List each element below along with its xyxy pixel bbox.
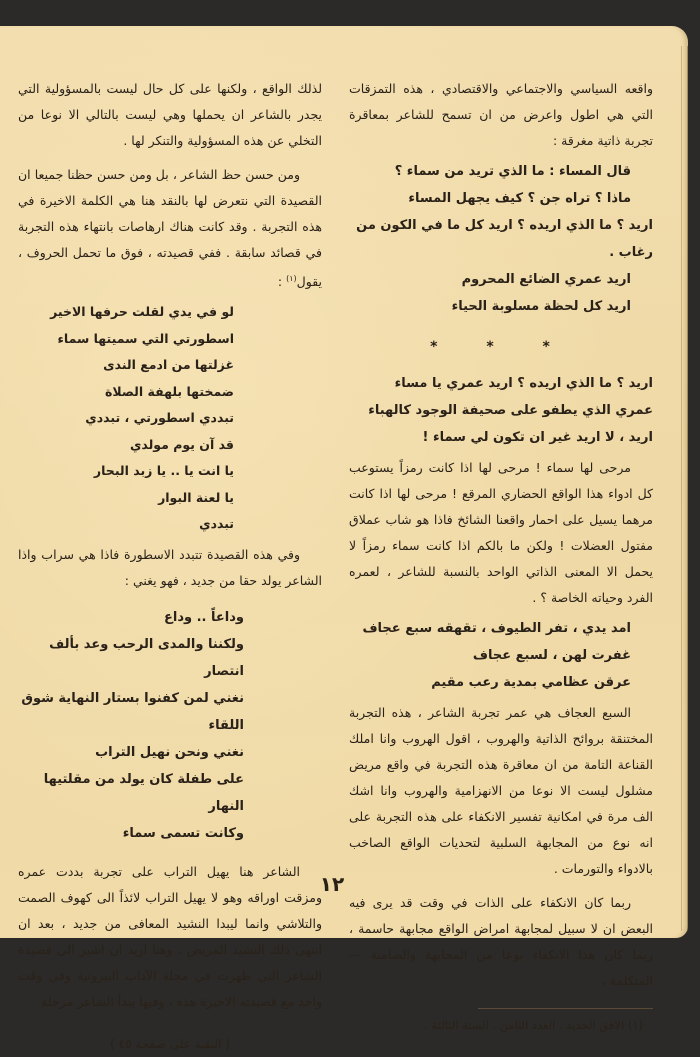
verse-line: ضمختها بلهفة الصلاة [104,383,234,399]
verse-line: قد آن يوم مولدي [129,436,234,452]
verse-line: اريد ، لا اريد غير ان تكون لي سماء ! [422,430,653,445]
verse-line: يا انت يا .. يا زبد البحار [93,463,234,479]
body-paragraph: الشاعر هنا يهيل التراب على تجربة بددت عمره ومزقت اوراقه وهو لا يهيل التراب لائذاً الى كهوف الصمت والتلاشي وانما ليبدا النشيد المعافى من جديد ، بعد ان انتهى ذلك النشيد المريض ، وهنا اريد ان اشير الى قصيدة الشاعر التي ظهرت في مجلة الآداب البيروتية وفي وقت واحد مع قصيدته الاخيرة هذه ، وفيها يبدأ الشاعر مرحلة [18,863,322,1009]
verse-line: اريد عمري الضائع المحروم [461,272,631,287]
footnote-reference[interactable]: (١) [286,274,297,283]
body-paragraph: مرحى لها سماء ! مرحى لها اذا كانت رمزاً يستوعب كل ادواء هذا الواقع الحضاري المرقع ! مرحى لها اذا كانت مرهما يسيل على احمار واقعنا الشائخ فاذا هو شاب عملاق مفتول العضلات ! ولكن ما بالكم اذا كانت سماء رمزاً لا يحمل الا المعنى الذاتي الواحد بالنسبة للشاعر ، لعمره الفرد وحياته الخاصة ؟ . [349,460,653,605]
verse-line: وكانت تسمى سماء [122,825,244,841]
verse-block-2 [349,370,653,451]
page-edge [681,46,688,931]
verse-line: وداعاً .. وداع [164,609,244,625]
section-divider-stars: * * * [430,339,572,355]
footnote-divider [478,1008,653,1009]
continued-note: ( البقية على صفحة ٤٥ ) [110,1036,230,1051]
verse-line: امد يدي ، تفر الطيوف ، تقهقه سبع عجاف [362,621,631,636]
verse-line: نغني ونحن نهيل التراب [95,744,244,760]
verse-line: غفرت لهن ، لسبع عجاف [472,648,631,663]
verse-line: قال المساء : ما الذي تريد من سماء ؟ [394,164,631,179]
verse-line: غزلتها من ادمع الندى [103,357,234,373]
magazine-page [0,26,688,1051]
verse-line: اريد ؟ ما الذي اريده ؟ اريد عمري يا مساء [394,376,653,391]
verse-line: تبددي اسطورتي ، تبددي [85,410,234,426]
verse-block-1 [349,158,653,320]
verse-line: اسطورتي التي سميتها سماء [57,330,234,346]
verse-block-left-1 [18,299,322,538]
footnote: (١) الافق الجديد . العدد الثامن . السنة الثالثة . [424,1018,643,1032]
body-paragraph [18,162,322,295]
verse-block-left-2 [18,604,322,847]
verse-line: تبددي [199,516,234,532]
verse-line: اريد كل لحظة مسلوبة الحياء [451,299,631,314]
paragraph-colon: : [277,274,287,290]
paragraph-text: ومن حسن حظ الشاعر ، بل ومن حسن حظنا جميعا ان القصيدة التي نتعرض لها بالنقد هنا هي الكلمة الاخيرة في هذه التجربة . وقد كانت هناك ارهاصات بانتهاء هذه التجربة في قصائد سابقة . ففي قصيدته ، فوق ما تحمل الحروف ، يقول [18,167,322,290]
verse-block-3 [349,615,653,696]
body-paragraph: السبع العجاف هي عمر تجربة الشاعر ، هذه التجربة المختنقة بروائح الذاتية والهروب ، اقول الهروب وانا املك القناعة التامة من ان معاقرة هذه التجربة في واقع مريض مشلول ليست الا نوعا من الانهزامية والهروب وانا اشك الف مرة في امكانية تفسير الانكفاء على هذه التجربة على انه نوع من المجابهة السلبية لتحديات الواقع الصاخب بالادواء والتورمات . [349,705,653,876]
verse-line: اريد ؟ ما الذي اريده ؟ اريد كل ما في الكون من رغاب . [356,218,653,260]
verse-line: يا لعنة البوار [158,489,234,505]
verse-line: ولكننا والمدى الرحب وعد بألف انتصار [49,636,244,679]
verse-line: على طفلة كان يولد من مقلتيها النهار [43,771,244,814]
body-paragraph: وفي هذه القصيدة تتبدد الاسطورة فاذا هي سراب واذا الشاعر يولد حقا من جديد ، فهو يغني : [18,546,322,588]
left-column [18,76,322,1057]
verse-line: لو في يدي لقلت حرفها الاخير [50,304,234,320]
verse-line: ماذا ؟ تراه جن ؟ كيف يجهل المساء [408,191,631,206]
verse-line: عمري الذي يطفو على صحيفة الوجود كالهباء [368,403,653,418]
verse-line: نغني لمن كفنوا بستار النهاية شوق اللقاء [21,690,244,733]
right-column [349,76,653,1035]
body-paragraph: لذلك الواقع ، ولكنها على كل حال ليست بالمسؤولية التي يجدر بالشاعر ان يحملها وهي ليست بالتالي الا نوعا من التخلي عن هذه المسؤولية والتنكر لها . [18,81,322,148]
intro-paragraph: واقعه السياسي والاجتماعي والاقتصادي ، هذه التمزقات التي هي اطول واعرض من ان تسمح للشاعر بمعاقرة تجربة ذاتية مغرقة : [349,81,653,148]
page-number: ١٢ [319,872,345,896]
verse-line: عرقن عظامي بمدية رعب مقيم [431,675,631,690]
body-paragraph: ربما كان الانكفاء على الذات في وقت قد يرى فيه البعض ان لا سبيل لمجابهة امراض الواقع مجابهة حاسمة ، ربما كان هذا الانكفاء نوعا من المجابهة والصامتة — المتكلمة ، [349,895,653,988]
